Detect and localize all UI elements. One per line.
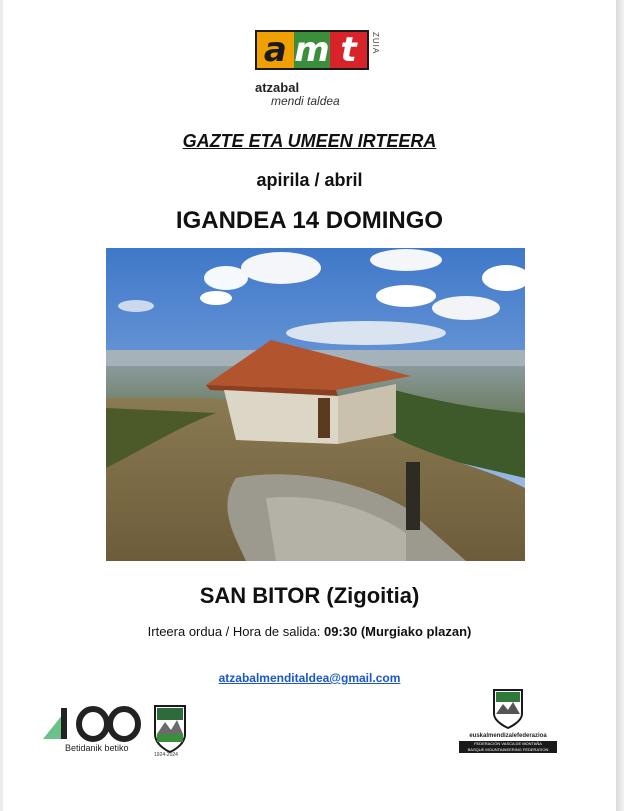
departure-time [3,624,616,639]
federation-name: euskalmendizalefederazioa [469,733,547,739]
event-title: GAZTE ETA UMEEN IRTEERA [182,131,437,151]
logo-side-text: ZUIA [371,32,380,55]
event-month: apirila / abril [256,170,363,190]
event-place: SAN BITOR (Zigoitia) [199,583,420,608]
federation-band [459,741,557,753]
contact-email-link[interactable]: atzabalmenditaldea@gmail.com [218,671,401,685]
club-name: atzabal [255,80,300,95]
contact-email [3,671,616,685]
event-date: IGANDEA 14 DOMINGO [175,207,444,234]
centenary-label: Betidanik betiko [65,743,129,753]
page-edge-shadow [616,0,624,811]
federation-band-line-2: BASQUE MOUNTAINEERING FEDERATION [467,747,549,752]
departure-time-label: Irteera ordua / Hora de salida: [147,624,324,639]
logo-letter-m: m [294,30,330,70]
club-logo [255,30,385,110]
club-crest [153,704,187,758]
crest-years: 1924-2024 [154,752,178,758]
logo-letter-a: a [257,32,294,68]
logo-letter-t: t [330,32,367,68]
poster-page [3,0,616,811]
club-logo-mark [255,30,369,70]
club-tagline: mendi taldea [271,94,340,108]
hermitage-photo [106,248,525,561]
departure-time-value: 09:30 (Murgiako plazan) [323,624,472,639]
federation-band-line-1: FEDERACIÓN VASCA DE MONTAÑA [474,741,542,746]
